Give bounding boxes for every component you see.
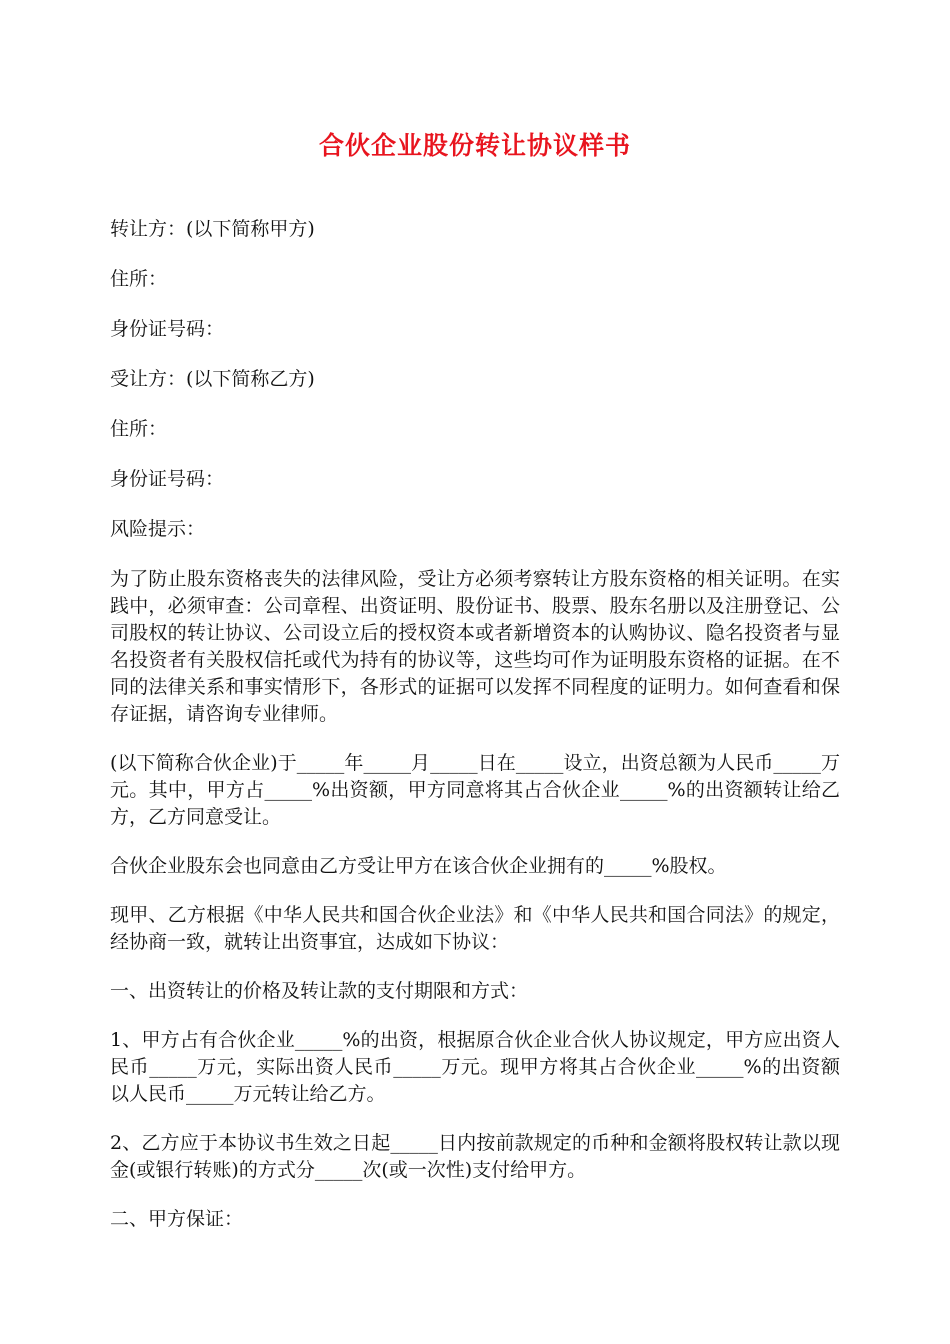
transferee-address-line: 住所：: [110, 418, 168, 440]
enterprise-paragraph: (以下简称合伙企业)于_____年_____月_____日在_____设立，出资总额为人民币_____万元。其中，甲方占_____%出资额，甲方同意将其占合伙企业_____%的出资额转让给乙方，乙方同意受让。: [110, 752, 840, 828]
section-two-heading: 二、甲方保证：: [110, 1208, 244, 1230]
transferee-line: 受让方：(以下简称乙方): [110, 368, 315, 390]
document-title: 合伙企业股份转让协议样书: [318, 131, 631, 160]
risk-paragraph: 为了防止股东资格丧失的法律风险，受让方必须考察转让方股东资格的相关证明。在实践中，必须审查：公司章程、出资证明、股份证书、股票、股东名册以及注册登记、公司股权的转让协议、公司设立后的授权资本或者新增资本的认购协议、隐名投资者与显名投资者有关股权信托或代为持有的协议等，这些均可作为证明股东资格的证据。在不同的法律关系和事实情形下，各形式的证据可以发挥不同程度的证明力。如何查看和保存证据，请咨询专业律师。: [110, 568, 840, 725]
transferee-id-line: 身份证号码：: [110, 468, 225, 490]
agreement-basis-paragraph: 现甲、乙方根据《中华人民共和国合伙企业法》和《中华人民共和国合同法》的规定，经协商一致，就转让出资事宜，达成如下协议：: [110, 904, 840, 953]
risk-heading: 风险提示：: [110, 518, 206, 540]
section-one-heading: 一、出资转让的价格及转让款的支付期限和方式：: [110, 980, 529, 1002]
transferor-address-line: 住所：: [110, 268, 168, 290]
document-body: [110, 216, 840, 1255]
clause-two: 2、乙方应于本协议书生效之日起_____日内按前款规定的币种和金额将股权转让款以现金(或银行转账)的方式分_____次(或一次性)支付给甲方。: [110, 1132, 840, 1181]
transferor-line: 转让方：(以下简称甲方): [110, 218, 315, 240]
clause-one: 1、甲方占有合伙企业_____%的出资，根据原合伙企业合伙人协议规定，甲方应出资人民币_____万元，实际出资人民币_____万元。现甲方将其占合伙企业_____%的出资额以人民币_____万元转让给乙方。: [110, 1029, 840, 1105]
shareholder-consent-paragraph: 合伙企业股东会也同意由乙方受让甲方在该合伙企业拥有的_____%股权。: [110, 855, 727, 877]
transferor-id-line: 身份证号码：: [110, 318, 225, 340]
